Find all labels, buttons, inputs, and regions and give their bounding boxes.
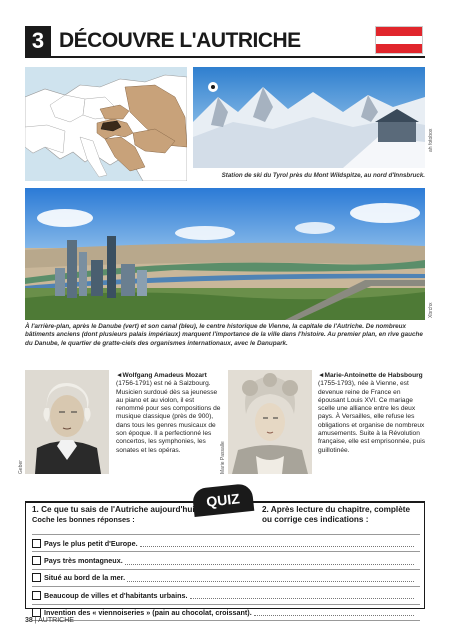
austria-flag-icon (375, 26, 423, 54)
quiz-item-label: Pays très montagneux. (44, 556, 123, 566)
ski-photo-credit: ah fotobox (428, 128, 434, 152)
answer-line[interactable] (127, 574, 414, 582)
quiz-items (32, 534, 420, 621)
vienna-panorama-photo (25, 188, 425, 320)
quiz-checkbox[interactable] (32, 556, 41, 565)
vienna-photo-credit: Xbrchx (428, 302, 434, 318)
page-number: 38 (25, 617, 33, 624)
mozart-credit: Geber (18, 460, 24, 474)
quiz-checkbox[interactable] (32, 539, 41, 548)
quiz-item (32, 586, 420, 603)
marie-antoinette-portrait (228, 370, 312, 474)
chapter-title: DÉCOUVRE L'AUTRICHE (59, 29, 301, 52)
marie-credit: Marie Passalle (220, 441, 226, 474)
vienna-photo-caption: À l'arrière-plan, après le Danube (vert) et son canal (bleu), le centre historique de Vienne, la capitale de l'Autriche. De nombreux bâtiments anciens (dont plusieurs palais impériaux) marquent l'importance de la ville dans l'histoire. Au premier plan, en rive gauche du Danube, le quartier de gratte-ciels des organismes internationaux, avec le Danupark. (25, 323, 423, 347)
mozart-bio (116, 372, 222, 455)
quiz-item-label: Situé au bord de la mer. (44, 573, 126, 583)
quiz-item (32, 551, 420, 568)
mozart-portrait (25, 370, 109, 474)
quiz-checkbox[interactable] (32, 591, 41, 600)
quiz-badge: QUIZ (192, 483, 255, 517)
chapter-header (25, 24, 425, 58)
answer-line[interactable] (125, 557, 414, 565)
quiz-question-1-sub: Coche les bonnes réponses : (32, 514, 135, 524)
mozart-text: (1756-1791) est né à Salzbourg. Musicien surdoué dès sa jeunesse au piano et au violon, il est renommé pour ses compositions de musique classique (près de 900), dans tous les genres musicaux de son époque. Il a perfectionné les concertos, les symphonies, les sonates et les opéras. (116, 380, 221, 454)
europe-map (25, 67, 187, 181)
chapter-number: 3 (25, 26, 51, 56)
quiz-item-label: Beaucoup de villes et d'habitants urbains. (44, 590, 188, 600)
quiz-item-label: Pays le plus petit d'Europe. (44, 538, 138, 548)
quiz-item (32, 534, 420, 551)
quiz-checkbox[interactable] (32, 608, 41, 617)
answer-line[interactable] (254, 608, 414, 616)
ski-resort-photo (193, 67, 425, 168)
quiz-checkbox[interactable] (32, 573, 41, 582)
quiz-question-2: 2. Après lecture du chapitre, complète ou corrige ces indications : (262, 505, 411, 524)
footer-separator: | (34, 617, 39, 624)
quiz-item-label: Invention des « viennoiseries » (pain au chocolat, croissant). (44, 607, 252, 617)
footer-label: AUTRICHE (38, 617, 74, 624)
page-footer (25, 617, 74, 624)
quiz-question-1 (32, 505, 222, 525)
marie-antoinette-bio (318, 372, 428, 455)
quiz-question-1-title: 1. Ce que tu sais de l'Autriche aujourd'hui. (32, 505, 197, 514)
answer-line[interactable] (190, 591, 415, 599)
quiz-item (32, 604, 420, 621)
mozart-name: ◄Wolfgang Amadeus Mozart (116, 372, 207, 379)
answer-line[interactable] (140, 539, 414, 547)
ski-photo-caption: Station de ski du Tyrol près du Mont Wildspitze, au nord d'Innsbruck. (221, 172, 425, 179)
marie-name: ◄Marie-Antoinette de Habsbourg (318, 372, 423, 379)
marie-text: (1755-1793), née à Vienne, est devenue reine de France en épousant Louis XVI. Ce mariage scelle une alliance entre les deux pays. À Versailles, elle refuse les obligations et organise de nombreux amusements. Suite à la Révolution française, elle est emprisonnée, puis guillotinée. (318, 380, 426, 454)
quiz-item (32, 569, 420, 586)
